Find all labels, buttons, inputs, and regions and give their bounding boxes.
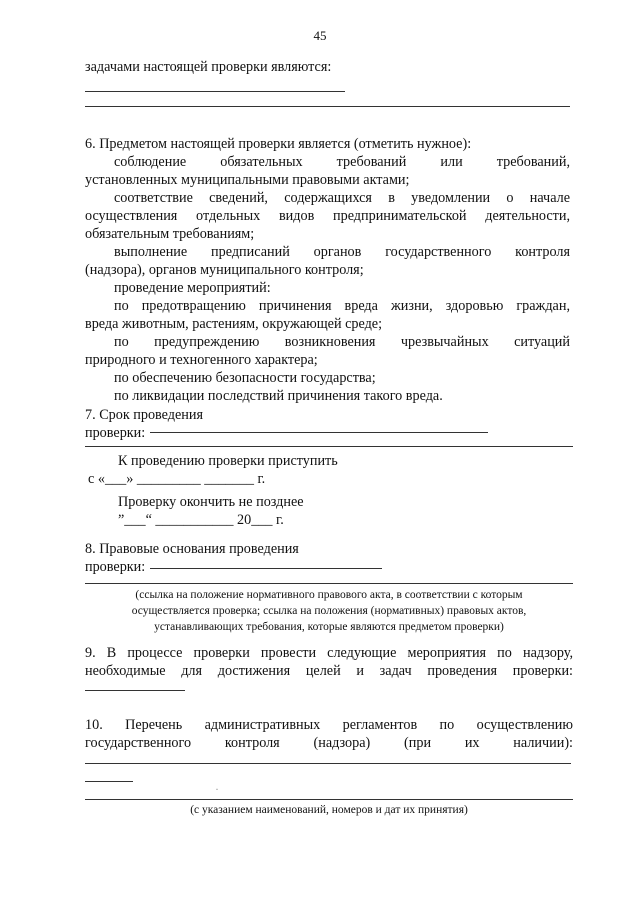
section5-tail: задачами настоящей проверки являются: [85,59,332,75]
start-date: с «___» _________ _______ г. [88,471,266,487]
blank-line [85,763,571,764]
section6-item: (надзора), органов муниципального контроля; [85,262,364,278]
section8-note: устанавливающих требования, которые являются предметом проверки) [154,621,504,633]
section8-label: проверки: [85,559,146,575]
section9-line: необходимые для достижения целей и задач проведения проверки: [85,663,573,679]
section6-item: по предупреждению возникновения чрезвычайных ситуаций [114,334,570,350]
blank-line [85,781,133,782]
section8-heading: 8. Правовые основания проведения [85,541,299,557]
section9-line: 9. В процессе проверки провести следующие мероприятия по надзору, [85,645,573,661]
section6-item: выполнение предписаний органов государственного контроля [114,244,570,260]
blank-line [150,432,488,433]
scan-speck: · [215,782,219,796]
section6-item: соответствие сведений, содержащихся в уведомлении о начале [114,190,570,206]
blank-line [85,583,573,584]
section6-heading: 6. Предметом настоящей проверки является (отметить нужное): [85,136,472,152]
section8-note: осуществляется проверка; ссылка на положения (нормативных) правовых актов, [131,605,527,617]
blank-line [85,446,573,447]
section6-item: по обеспечению безопасности государства; [114,370,376,386]
section10-line: 10. Перечень административных регламентов по осуществлению [85,717,573,733]
section6-item: проведение мероприятий: [114,280,271,296]
section6-item: по предотвращению причинения вреда жизни, здоровью граждан, [114,298,570,314]
end-date: ”___“ ___________ 20___ г. [118,512,284,528]
blank-line [85,106,570,107]
blank-line [150,568,382,569]
section8-note: (ссылка на положение нормативного правового акта, в соответствии с которым [135,589,523,601]
blank-line [85,91,345,92]
end-label: Проверку окончить не позднее [118,494,304,510]
section6-item: по ликвидации последствий причинения такого вреда. [114,388,443,404]
section6-item: соблюдение обязательных требований или требований, [114,154,570,170]
blank-line [85,690,185,691]
section7-heading: 7. Срок проведения [85,407,204,423]
section7-label: проверки: [85,425,146,441]
blank-line [85,799,573,800]
section10-note: (с указанием наименований, номеров и дат их принятия) [190,804,468,816]
section6-item: вреда животным, растениям, окружающей среде; [85,316,383,332]
section10-line: государственного контроля (надзора) (при их наличии): [85,735,573,751]
page-number: 45 [313,28,327,43]
section6-item: обязательным требованиям; [85,226,255,242]
section6-item: осуществления отдельных видов предпринимательской деятельности, [85,208,570,224]
section6-item: природного и техногенного характера; [85,352,318,368]
start-label: К проведению проверки приступить [118,453,338,469]
section6-item: установленных муниципальными правовыми актами; [85,172,410,188]
